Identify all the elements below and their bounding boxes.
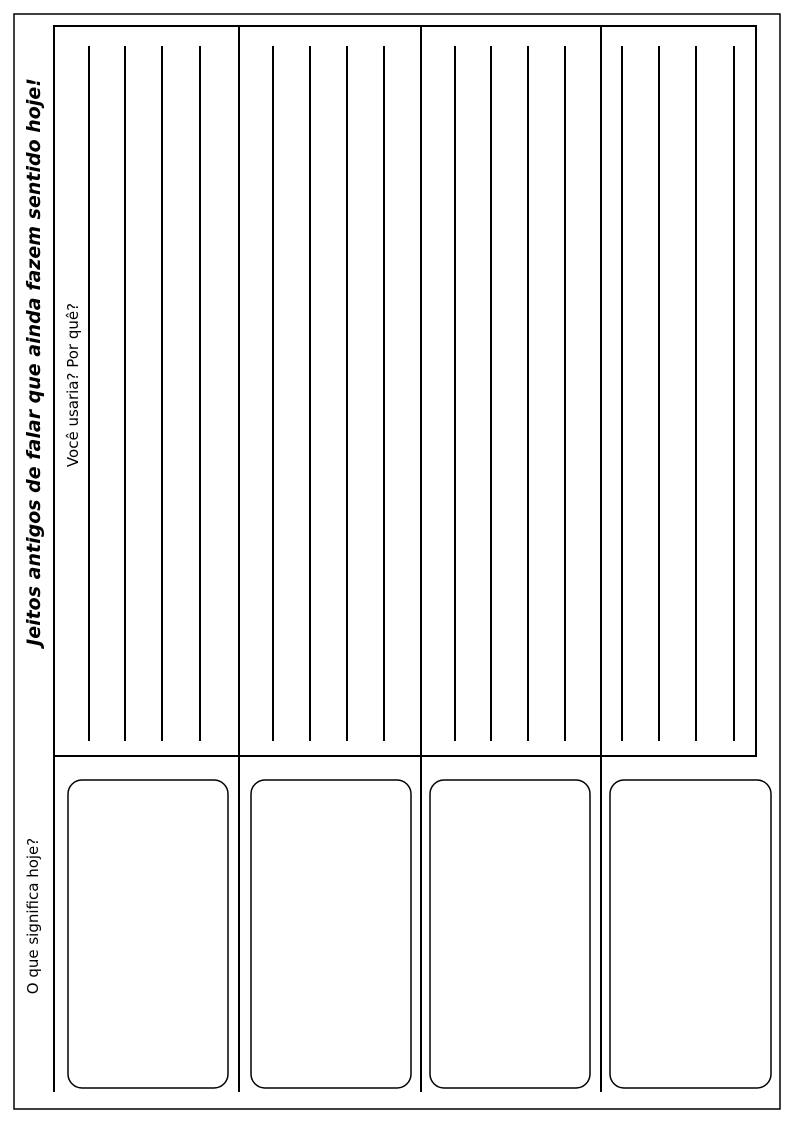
writing-lines-section-4 bbox=[622, 46, 734, 741]
writing-grid-frame bbox=[54, 26, 756, 756]
meaning-answer-box-4[interactable] bbox=[610, 780, 771, 1088]
question-meaning: O que significa hoje? bbox=[24, 837, 42, 995]
meaning-answer-box-2[interactable] bbox=[251, 780, 411, 1088]
writing-lines-section-1 bbox=[89, 46, 200, 741]
question-use: Você usaria? Por quê? bbox=[64, 302, 82, 468]
meaning-answer-box-3[interactable] bbox=[430, 780, 590, 1088]
writing-lines-section-3 bbox=[455, 46, 565, 741]
meaning-answer-box-1[interactable] bbox=[68, 780, 228, 1088]
worksheet-title: Jeitos antigos de falar que ainda fazem sentido hoje! bbox=[23, 78, 45, 646]
writing-lines-section-2 bbox=[273, 46, 384, 741]
